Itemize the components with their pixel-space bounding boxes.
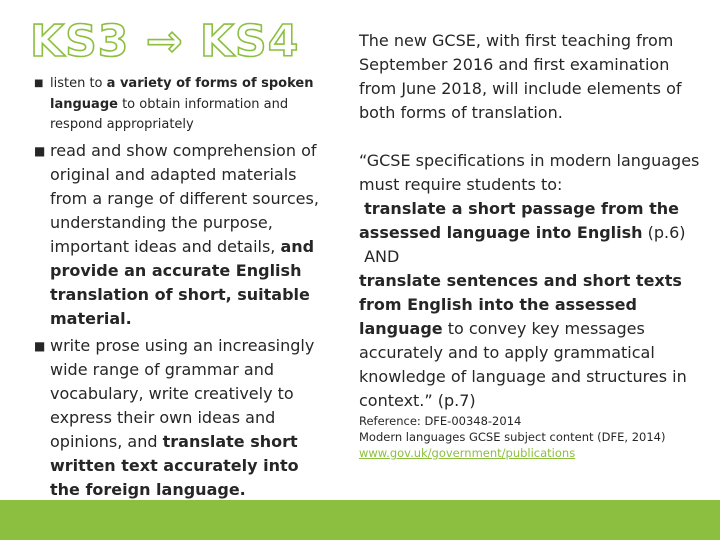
bullet-listen-bold: a variety of forms of spoken language	[50, 76, 314, 112]
quote-item-2-rest: to convey key messages accurately and to apply grammatical knowledge of language and structures in context.” (p.7)	[359, 319, 687, 410]
bullet-write-text: write prose using an increasingly wide range of grammar and vocabulary, write creatively to express their own ideas and opinions, and	[50, 336, 315, 451]
intro-paragraph: The new GCSE, with first teaching from September 2016 and first examination from June 2018, will include elements of both forms of translation.	[359, 31, 682, 122]
quote-item-1-bold: translate a short passage from the assessed language into English	[359, 199, 680, 242]
left-bullets-large	[34, 139, 332, 502]
reference-line-1: Reference: DFE-00348-2014	[359, 414, 522, 428]
gcse-quote	[359, 149, 709, 413]
bullet-listen	[34, 74, 332, 136]
reference-link[interactable]: www.gov.uk/government/publications	[359, 446, 576, 460]
bullet-read-bold: and provide an accurate English translation of short, suitable material.	[50, 237, 315, 328]
quote-opening: “GCSE specifications in modern languages must require students to:	[359, 151, 700, 194]
left-bullets-small	[34, 74, 332, 136]
bullet-listen-text-2: to obtain information and respond appropriately	[50, 96, 289, 132]
quote-item-1	[359, 197, 709, 245]
quote-item-2	[359, 269, 709, 413]
bullet-listen-text-1: listen to	[50, 76, 107, 91]
slide-title: KS3 → KS4	[30, 16, 300, 67]
square-bullet-icon: ■	[34, 78, 44, 89]
quote-and-text: AND	[364, 247, 400, 266]
quote-item-2-bold: translate sentences and short texts from English into the assessed language	[359, 271, 682, 338]
bullet-write	[34, 334, 332, 502]
square-bullet-icon: ■	[34, 339, 46, 353]
bullet-read-text: read and show comprehension of original and adapted materials from a range of different sources, understanding the purpose, important ideas and details,	[50, 141, 319, 256]
bullet-write-bold: translate short written text accurately into the foreign language.	[50, 432, 299, 499]
quote-item-1-page: (p.6)	[642, 223, 686, 242]
reference-line-2: Modern languages GCSE subject content (DFE, 2014)	[359, 430, 666, 444]
quote-and	[359, 245, 709, 269]
bullet-read	[34, 139, 332, 331]
square-bullet-icon: ■	[34, 144, 46, 158]
footer-bar	[0, 500, 720, 540]
reference-block	[359, 413, 709, 461]
